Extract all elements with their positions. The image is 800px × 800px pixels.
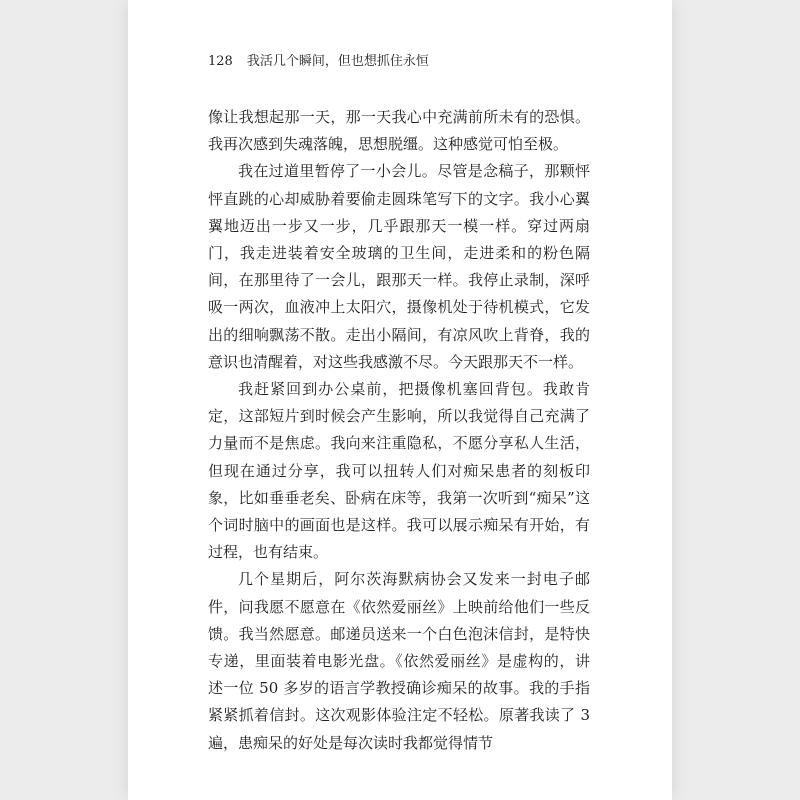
paragraph: 我在过道里暂停了一小会儿。尽管是念稿子，那颗怦怦直跳的心却威胁着要偷走圆珠笔写下的文字。我小心翼翼地迈出一步又一步，几乎跟那天一模一样。穿过两扇门，我走进装着安全玻璃的卫生间，走进柔和的粉色隔间，在那里待了一会儿，跟那天一样。我停止录制，深呼吸一两次，血液冲上太阳穴，摄像机处于待机模式，它发出的细响飘荡不散。走出小隔间，有凉风吹上背脊，我的意识也清醒着，对这些我感激不尽。今天跟那天不一样。 (208, 162, 590, 371)
paragraph: 几个星期后，阿尔茨海默病协会又发来一封电子邮件，问我愿不愿意在《依然爱丽丝》上映前给他们一些反馈。我当然愿意。邮递员送来一个白色泡沫信封，是特快专递，里面装着电影光盘。《依然爱丽丝》是虚构的，讲述一位 50 多岁的语言学教授确诊痴呆的故事。我的手指紧紧抓着信封。这次观影体验注定不轻松。原著我读了 3 遍，患痴呆的好处是每次读时我都觉得情节 (208, 570, 590, 752)
body-text (208, 104, 590, 757)
running-head (208, 52, 429, 72)
page-number: 128 (208, 54, 233, 69)
book-title: 我活几个瞬间，但也想抓住永恒 (246, 54, 429, 69)
paragraph: 像让我想起那一天，那一天我心中充满前所未有的恐惧。我再次感到失魂落魄，思想脱缰。这种感觉可怕至极。 (208, 108, 590, 154)
book-page (128, 0, 672, 800)
paragraph: 我赶紧回到办公桌前，把摄像机塞回背包。我敢肯定，这部短片到时候会产生影响，所以我觉得自己充满了力量而不是焦虑。我向来注重隐私，不愿分享私人生活，但现在通过分享，我可以扭转人们对痴呆患者的刻板印象，比如垂垂老矣、卧病在床等，我第一次听到“痴呆”这个词时脑中的画面也是这样。我可以展示痴呆有开始，有过程，也有结束。 (208, 380, 590, 562)
